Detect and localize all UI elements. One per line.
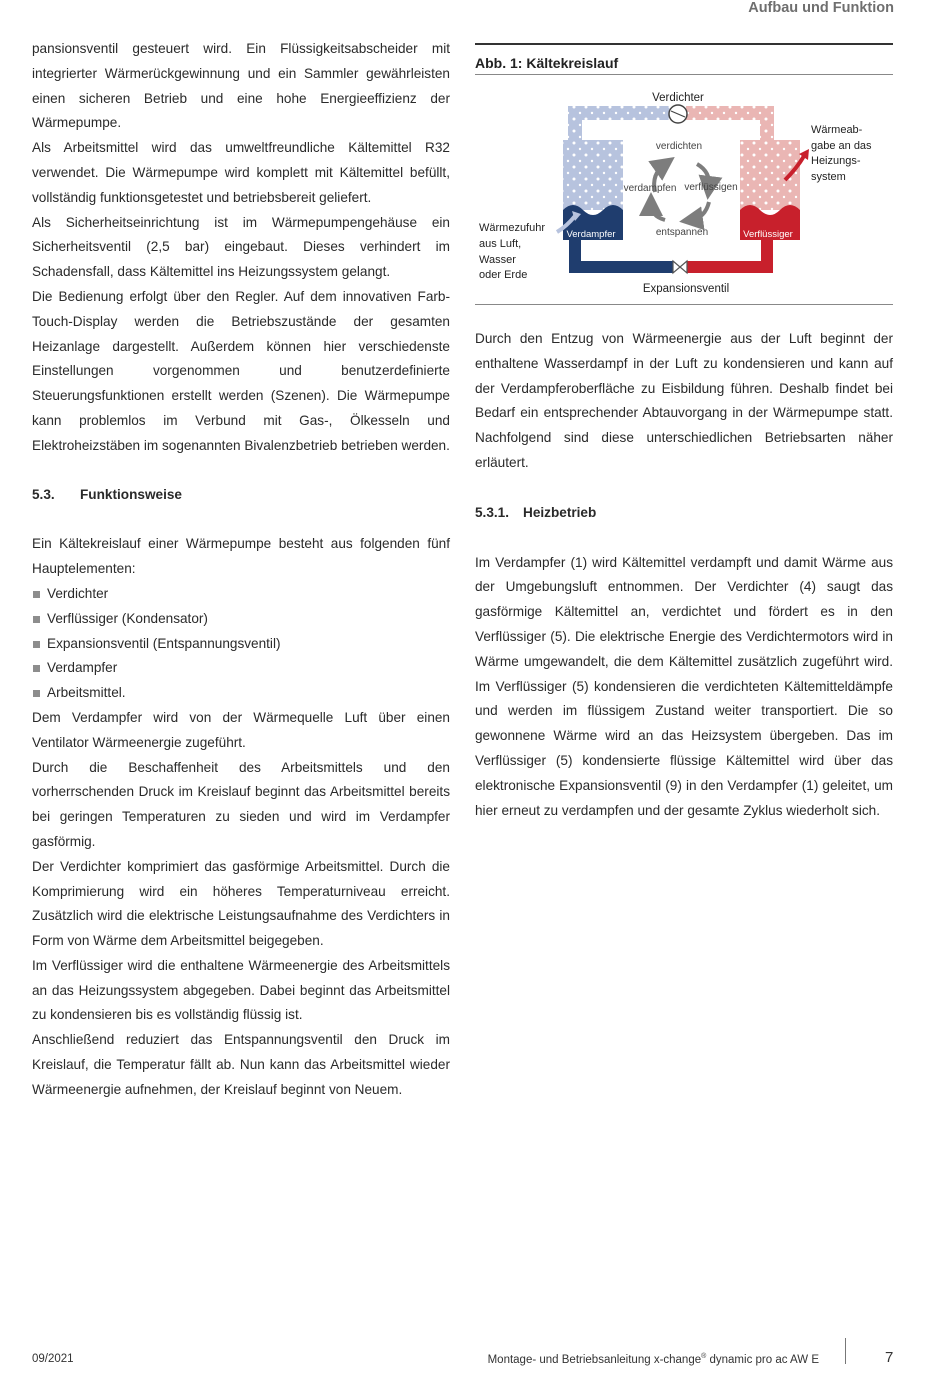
- paragraph: Durch den Entzug von Wärmeenergie aus der Luft beginnt der enthaltene Wasserdampf in der Luft zu kondensieren und kann auf der Verdampferoberfläche zu Eisbildung führen. Deshalb findet bei Bedarf ein entsprechender Abtauvorgang in der Wärmepumpe statt. Nachfolgend sind diese unterschiedlichen Betriebsarten näher erläutert.: [475, 331, 893, 470]
- paragraph: pansionsventil gesteuert wird. Ein Flüssigkeitsabscheider mit integrierter Wärmerückgewinnung und ein Sammler gewährleisten einen sicheren Betrieb und eine hohe Energieeffizienz der Wärmepumpe.: [32, 41, 450, 131]
- label-entspannen: entspannen: [655, 227, 709, 238]
- figure-rule-top: [475, 43, 893, 45]
- paragraph: Anschließend reduziert das Entspannungsventil den Druck im Kreislauf, die Temperatur fällt ab. Nun kann das Arbeitsmittel wieder Wärmeenergie aufnehmen, der Kreislauf beginnt von Neuem.: [32, 1032, 450, 1097]
- right-column: [475, 327, 893, 823]
- section-number: 5.3.: [32, 486, 55, 502]
- pipe-cold-liquid: [575, 240, 674, 267]
- paragraph: Ein Kältekreislauf einer Wärmepumpe besteht aus folgenden fünf Hauptelementen:: [32, 536, 450, 577]
- bullet-square-icon: [33, 690, 40, 697]
- header-title: Aufbau und Funktion: [748, 0, 894, 16]
- pipe-cold-suction: [575, 113, 670, 140]
- footer-document-title: Montage- und Betriebsanleitung x-change® dynamic pro ac AW E: [487, 1353, 819, 1366]
- label-verdichter: Verdichter: [652, 92, 704, 104]
- figure-title: Abb. 1: Kältekreislauf: [475, 55, 619, 71]
- section-heading: [32, 483, 450, 508]
- bullet-square-icon: [33, 641, 40, 648]
- figure-rule-bottom: [475, 304, 893, 305]
- paragraph: Der Verdichter komprimiert das gasförmige Arbeitsmittel. Durch die Komprimierung wird ein höheres Temperaturniveau erreicht. Zusätzlich wird die elektrische Leistungsaufnahme des Verdichters in Form von Wärme dem Arbeitsmittel beigegeben.: [32, 858, 450, 949]
- paragraph: Im Verflüssiger wird die enthaltene Wärmeenergie des Arbeitsmittels an das Heizungssystem abgegeben. Dabei beginnt das Arbeitsmittel zu kondensieren bis es vollständig flüssig ist.: [32, 957, 450, 1023]
- page-number: 7: [885, 1349, 894, 1366]
- paragraph: Als Arbeitsmittel wird das umweltfreundliche Kältemittel R32 verwendet. Die Wärmepumpe wird komplett mit Kältemittel befüllt, vollständig funktionsgetestet und betriebsbereit geliefert.: [32, 140, 450, 205]
- label-waermeabgabe: Wärmeab- gabe an das Heizungs- system: [811, 124, 872, 183]
- element-list: [32, 582, 450, 706]
- label-verfluessiger-box: Verflüssiger: [743, 229, 793, 240]
- subsection-number: 5.3.1.: [475, 504, 510, 520]
- paragraph: Als Sicherheitseinrichtung ist im Wärmepumpengehäuse ein Sicherheitsventil (2,5 bar) eingebaut. Dieses verhindert im Schadensfall, dass Kältemittel ins Heizungssystem gelangt.: [32, 214, 450, 280]
- label-expansionsventil: Expansionsventil: [642, 283, 730, 295]
- bullet-square-icon: [33, 616, 40, 623]
- section-title: Funktionsweise: [80, 486, 182, 502]
- list-item: Verflüssiger (Kondensator): [32, 607, 450, 632]
- paragraph: Im Verdampfer (1) wird Kältemittel verdampft und damit Wärme aus der Umgebungsluft entnommen. Der Verdichter (4) saugt das gasförmige Kältemittel an, verdichtet und fördert es in den Verflüssiger (5). Die elektrische Energie des Verdichtermotors wird in Wärme umgewandelt, die dem Kältemittel zusätzlich zugeführt wird. Im Verflüssiger (5) kondensieren die verdichteten Kältemitteldämpfe und werden im flüssigem Zustand weiter transportiert. Die so gewonnene Wärme wird an das Heizsystem übergeben. Das im Verflüssiger (5) kondensierte flüssige Kältemittel wird über das elektronische Expansionsventil (9) in den Verdampfer (1) geleitet, um hier erneut zu verdampfen und der gesamte Zyklus wiederholt sich.: [475, 554, 893, 818]
- refrigeration-cycle-diagram: [475, 80, 893, 302]
- footer-date: 09/2021: [32, 1353, 74, 1365]
- label-verfluessigen: verflüssigen: [684, 182, 738, 193]
- evaporator-vapor: [563, 140, 623, 210]
- pipe-hot-liquid: [686, 240, 767, 267]
- footer-divider: [845, 1338, 846, 1364]
- list-item: Verdichter: [32, 582, 450, 607]
- left-column: [32, 37, 450, 1103]
- paragraph: Die Bedienung erfolgt über den Regler. Auf dem innovativen Farb-Touch-Display werden die Betriebszustände der gesamten Heizanlage dargestellt. Außerdem können hier verschiedenste Einstellungen vorgenommen und benutzerdefinierte Steuerungsfunktionen erstellt werden (Szenen). Die Wärmepumpe kann problemlos im Verbund mit Gas-, Ölkesseln und Elektroheizstäben im sogenannten Bivalenzbetrieb betrieben werden.: [32, 288, 450, 453]
- bullet-square-icon: [33, 665, 40, 672]
- bullet-square-icon: [33, 591, 40, 598]
- subsection-heading: [475, 501, 893, 526]
- subsection-title: Heizbetrieb: [523, 504, 597, 520]
- label-waermezufuhr: Wärmezufuhr aus Luft, Wasser oder Erde: [479, 222, 546, 281]
- cycle-arrow-down-right: [691, 202, 709, 220]
- pipe-hot-pressure: [686, 113, 767, 140]
- figure-rule-mid: [475, 74, 893, 75]
- label-verdichten: verdichten: [655, 141, 703, 152]
- paragraph: Durch die Beschaffenheit des Arbeitsmittels und den vorherrschenden Druck im Kreislauf beginnt das Arbeitsmittel bereits bei geringen Temperaturen zu sieden und wird im Verdampfer gasförmig.: [32, 759, 450, 849]
- paragraph: Dem Verdampfer wird von der Wärmequelle Luft über einen Ventilator Wärmeenergie zugeführt.: [32, 709, 450, 750]
- list-item: Expansionsventil (Entspannungsventil): [32, 632, 450, 657]
- expansion-valve-icon: [673, 261, 687, 273]
- label-verdampfen: verdampfen: [623, 183, 677, 194]
- list-item: Verdampfer: [32, 656, 450, 681]
- cycle-arrow-down-left: [651, 204, 665, 220]
- list-item: Arbeitsmittel.: [32, 681, 450, 706]
- label-verdampfer-box: Verdampfer: [566, 229, 616, 240]
